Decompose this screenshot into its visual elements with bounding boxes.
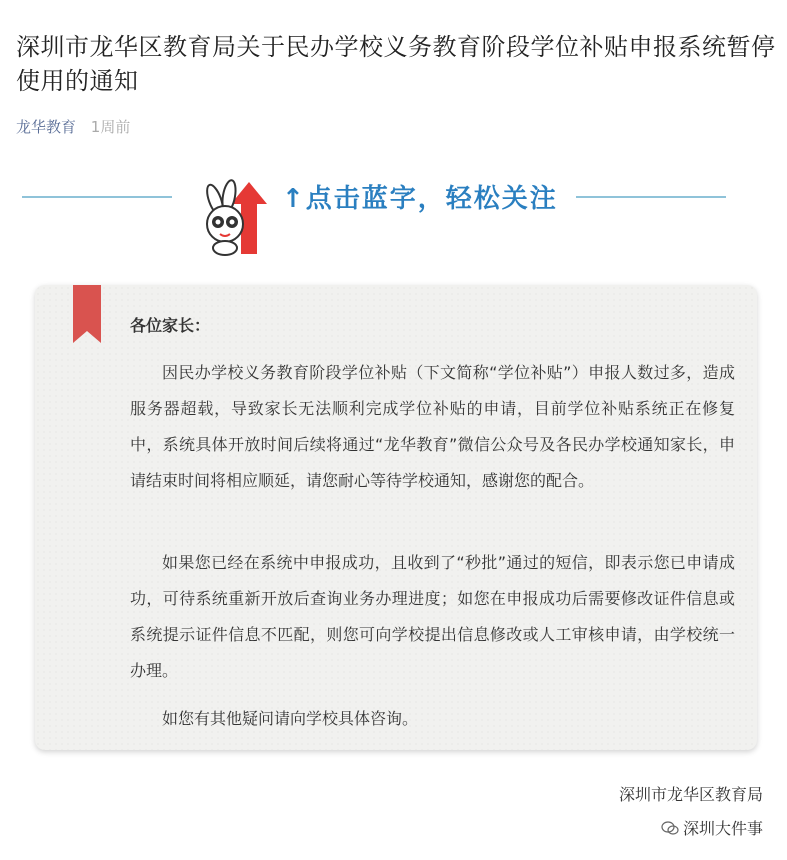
article-title: 深圳市龙华区教育局关于民办学校义务教育阶段学位补贴申报系统暂停使用的通知 bbox=[16, 33, 776, 95]
wechat-icon bbox=[661, 821, 679, 835]
notice-paragraph-1: 因民办学校义务教育阶段学位补贴（下文简称“学位补贴”）申报人数过多，造成服务器超载，导致家长无法顺利完成学位补贴的申请，目前学位补贴系统正在修复中，系统具体开放时间后续将通过“龙华教育”微信公众号及各民办学校通知家长，申请结束时间将相应顺延，请您耐心等待学校通知，感谢您的配合。 bbox=[130, 363, 735, 490]
notice-paragraph-2: 如果您已经在系统中申报成功，且收到了“秒批”通过的短信，即表示您已申请成功，可待系统重新开放后查询业务办理进度；如您在申报成功后需要修改证件信息或系统提示证件信息不匹配，则您可向学校提出信息修改或人工审核申请，由学校统一办理。 bbox=[130, 553, 735, 680]
watermark bbox=[661, 816, 763, 839]
publish-time: 1周前 bbox=[90, 118, 131, 136]
notice-signature: 深圳市龙华区教育局 bbox=[618, 785, 763, 804]
article-meta bbox=[16, 116, 130, 137]
banner-divider-right bbox=[576, 196, 726, 198]
author-link[interactable]: 龙华教育 bbox=[16, 118, 77, 136]
notice-greeting: 各位家长： bbox=[130, 316, 211, 335]
rabbit-mascot-icon bbox=[193, 178, 277, 256]
bookmark-ribbon-icon bbox=[73, 285, 101, 343]
notice-card bbox=[35, 285, 757, 750]
banner-divider-left bbox=[22, 196, 172, 198]
watermark-text: 深圳大件事 bbox=[682, 819, 763, 838]
notice-paragraph-3: 如您有其他疑问请向学校具体咨询。 bbox=[162, 709, 419, 728]
follow-banner bbox=[0, 168, 787, 258]
follow-cta[interactable]: ↑点击蓝字，轻松关注 bbox=[282, 184, 558, 214]
